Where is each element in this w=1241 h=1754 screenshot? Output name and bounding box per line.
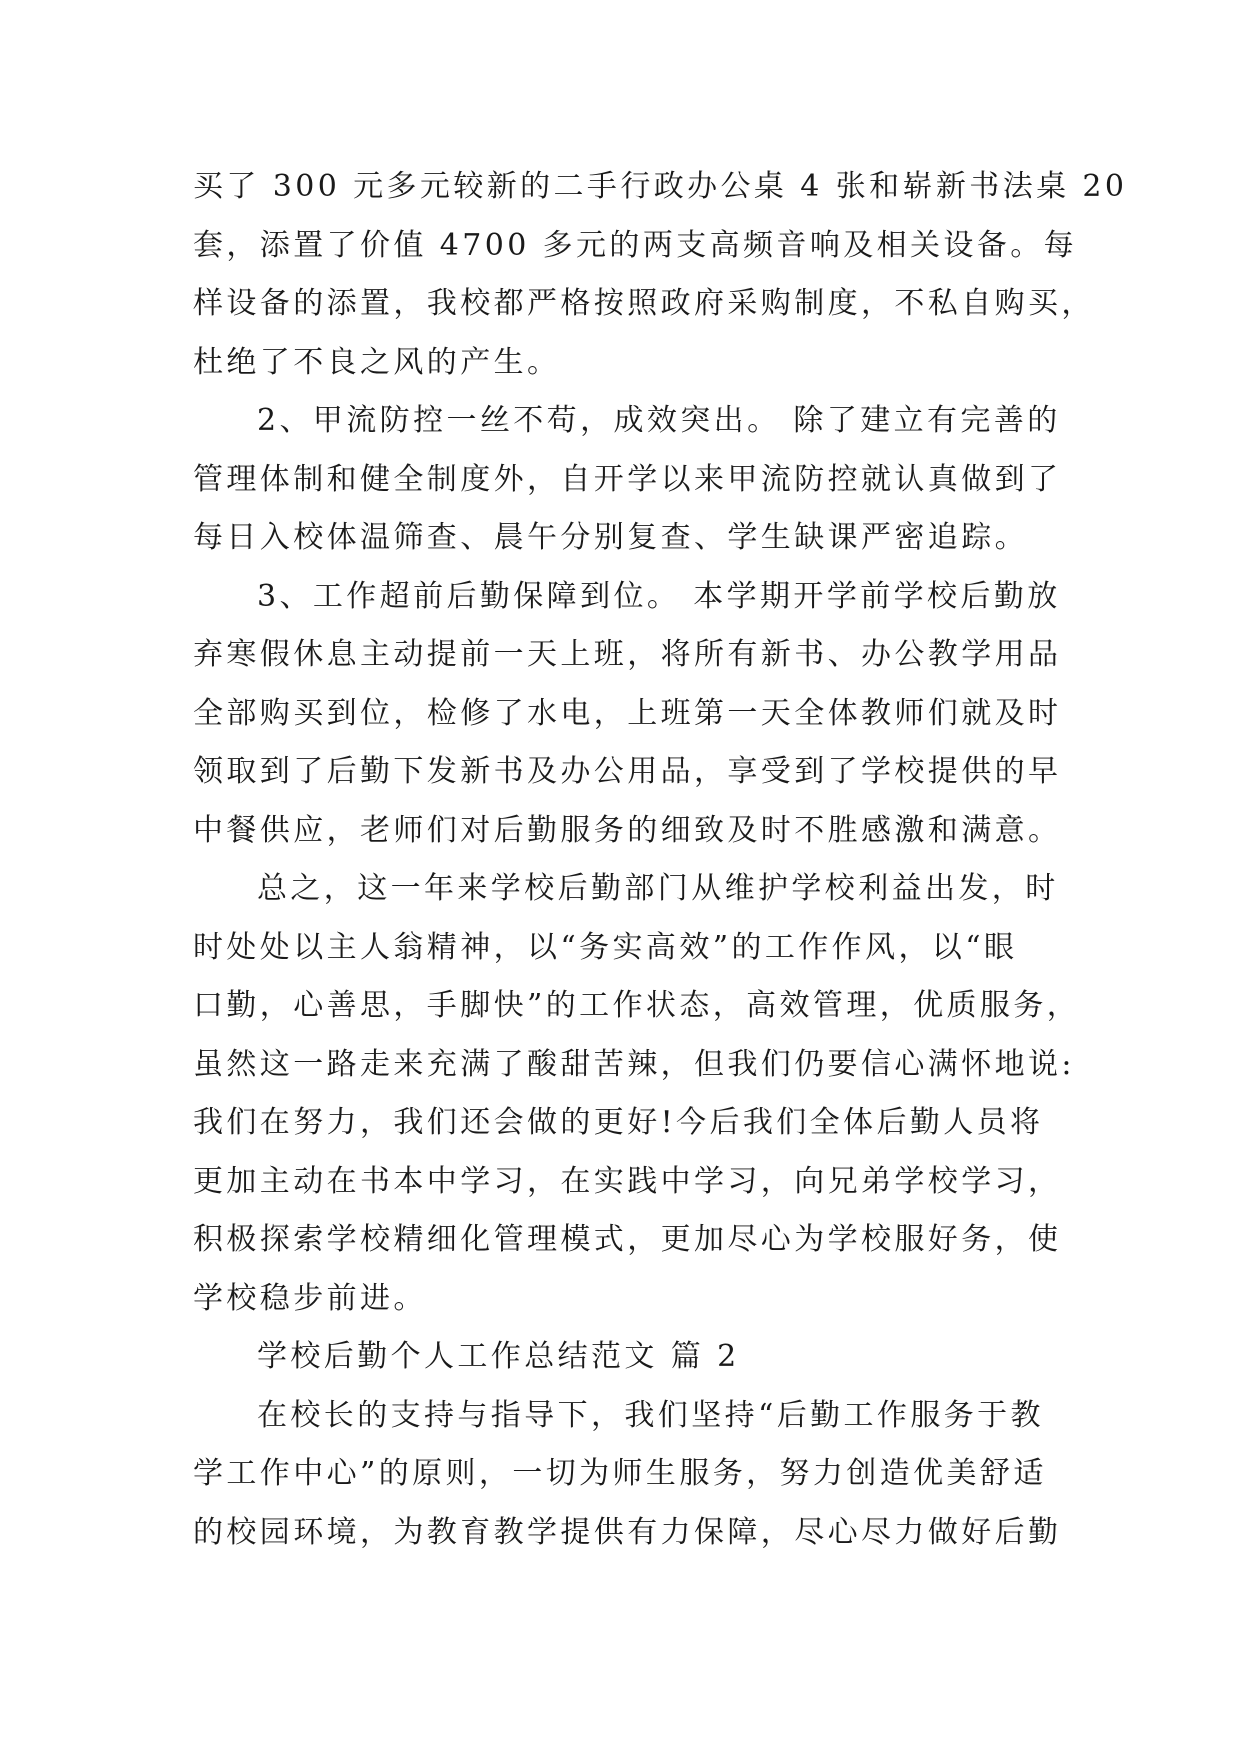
text-line: 每日入校体温筛查、晨午分别复查、学生缺课严密追踪。	[193, 520, 1028, 555]
text-line: 的校园环境，为教育教学提供有力保障，尽心尽力做好后勤	[193, 1514, 1062, 1550]
text-line: 套，添置了价值 4700 多元的两支高频音响及相关设备。每	[193, 227, 1078, 263]
text-line: 时处处以主人翁精神，以“务实高效”的工作作风，以“眼	[193, 929, 1018, 965]
paragraph-first-line: 在校长的支持与指导下，我们坚持“后勤工作服务于教	[257, 1397, 1044, 1433]
text-line: 管理体制和健全制度外，自开学以来甲流防控就认真做到了	[193, 461, 1062, 497]
paragraph-first-line: 2、甲流防控一丝不苟，成效突出。 除了建立有完善的	[257, 403, 1061, 438]
text-line: 领取到了后勤下发新书及办公用品，享受到了学校提供的早	[193, 754, 1062, 789]
text-line: 我们在努力，我们还会做的更好!今后我们全体后勤人员将	[193, 1105, 1044, 1140]
text-line: 学校稳步前进。	[193, 1280, 427, 1316]
text-line: 杜绝了不良之风的产生。	[193, 344, 561, 380]
text-line: 积极探索学校精细化管理模式，更加尽心为学校服好务，使	[193, 1222, 1062, 1257]
paragraph-first-line: 学校后勤个人工作总结范文 篇 2	[257, 1339, 740, 1374]
text-line: 全部购买到位，检修了水电，上班第一天全体教师们就及时	[193, 695, 1062, 731]
text-line: 弃寒假休息主动提前一天上班，将所有新书、办公教学用品	[193, 637, 1062, 672]
text-line: 口勤，心善思，手脚快”的工作状态，高效管理，优质服务，	[193, 988, 1081, 1023]
text-line: 样设备的添置，我校都严格按照政府采购制度，不私自购买，	[193, 286, 1095, 321]
paragraph-first-line: 总之，这一年来学校后勤部门从维护学校利益出发，时	[257, 871, 1059, 906]
document-body	[193, 158, 1128, 1562]
text-line: 学工作中心”的原则，一切为师生服务，努力创造优美舒适	[193, 1456, 1047, 1491]
text-line: 中餐供应，老师们对后勤服务的细致及时不胜感激和满意。	[193, 812, 1062, 848]
text-line: 虽然这一路走来充满了酸甜苦辣，但我们仍要信心满怀地说:	[193, 1046, 1075, 1082]
text-line: 更加主动在书本中学习，在实践中学习，向兄弟学校学习，	[193, 1163, 1062, 1199]
text-line: 买了 300 元多元较新的二手行政办公桌 4 张和崭新书法桌 20	[193, 169, 1128, 204]
paragraph-first-line: 3、工作超前后勤保障到位。 本学期开学前学校后勤放	[257, 578, 1061, 614]
